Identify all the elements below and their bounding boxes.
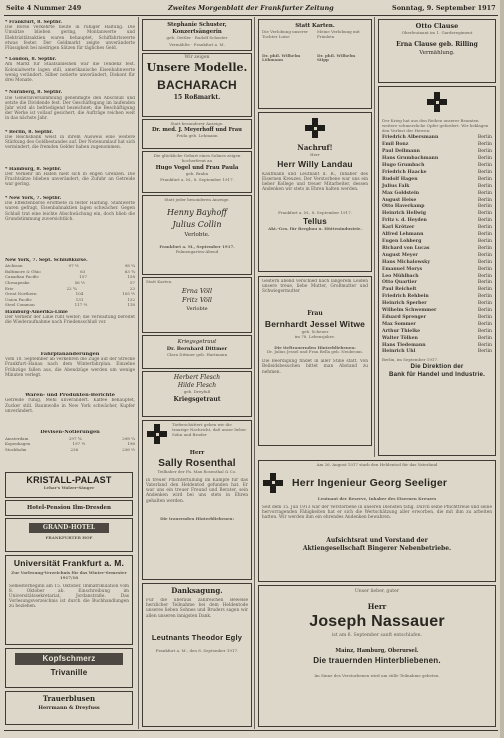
jessel-sub: geb. Scheuer <box>301 329 329 334</box>
news-head: * London, 8. Septbr. <box>5 57 57 63</box>
grand-hotel-subtitle: FRANKFURTER HOF <box>45 535 93 540</box>
honor-list-item <box>382 315 492 322</box>
jessel-mourn: Die tieftrauernden Hinterbliebenen: <box>274 344 356 350</box>
honor-list-item <box>382 253 492 260</box>
honor-list-item <box>382 246 492 253</box>
rosenthal-intro: Tieferschüttert geben wir die traurige Nachricht, daß unser lieber Sohn und Bruder <box>172 422 247 437</box>
kristall-palast-ad <box>5 472 133 498</box>
birth-announcement <box>142 151 252 193</box>
honor-name: Hans Grumbachmann <box>382 156 439 162</box>
jessel-names: Dr. Julius Jessel und Frau Bella geb. Neubronn. <box>266 349 364 355</box>
trauerblusen-title: Trauerblusen <box>42 694 96 703</box>
engagement-announcement <box>142 195 252 275</box>
honor-city: Berlin <box>477 176 492 182</box>
nassauer-place: Mainz, Hamburg, Oberursel. <box>335 647 419 654</box>
header-rule <box>4 15 498 16</box>
honor-list-item <box>382 329 492 336</box>
nachruf-title: Nachruf! <box>297 143 333 152</box>
meyerhoff-name: Dr. med. J. Meyerhoff und Frau <box>152 126 242 133</box>
rosenthal-sub: Teilhaber der Fa. Max Rosenthal & Co. <box>157 469 237 474</box>
rosenthal-body: in treuer Pflichterfüllung im Kampfe für das Vaterland den Heldentod gefunden hat. Er war uns ein treuer Freund und Berater, sein Andenken wird bei uns stets in Ehren gehalten werden. <box>146 477 248 504</box>
honor-list-item <box>382 349 492 356</box>
dittmer-line-3: Clara Dittmer geb. Hartmann <box>166 352 228 357</box>
honor-city: Berlin <box>477 169 492 175</box>
honor-city: Berlin <box>477 308 492 314</box>
rosenthal-obituary <box>142 420 252 580</box>
honor-name: Arthur Thielke <box>382 328 421 334</box>
honor-list-item <box>382 156 492 163</box>
honor-intro: Der Krieg hat aus den Reihen unserer Beamten weitere schmerzliche Opfer gefordert. Wir beklagen den Verlust der Herren: <box>382 118 489 133</box>
page-number-label: Seite 4 Nummer 249 <box>6 4 82 12</box>
honor-list-item <box>382 301 492 308</box>
honor-name: Paul Dellmann <box>382 149 420 155</box>
table-heading: Hamburg-Amerika-Linie <box>5 309 68 315</box>
schuster-head: Stephanie Schuster, Konzertsängerin <box>167 22 227 35</box>
seeliger-body: Seit dem 15. Juli 1913 war der Verstorbene in unseren Diensten tätig. Durch seine Pflichttreue und seine hervorragenden Fähigkeiten hat er sich die Wertschätzung aller erworben, die mit ihm zu arbeiten hatten. Wir werden ihm ein ehrendes Andenken bewahren. <box>262 504 492 520</box>
honor-bank: Bank für Handel und Industrie. <box>388 371 486 379</box>
news-head: * New York, 7. Septbr. <box>5 196 62 202</box>
name-left: Dr. phil. Wilhelm Löhmann <box>262 52 301 63</box>
footer-rule <box>4 730 498 731</box>
honor-list-item <box>382 322 492 329</box>
honor-name: Paul Reichelt <box>382 287 417 293</box>
name-right: Dr. phil. Wilhelm Stipp <box>317 52 356 63</box>
jessel-name: Bernhardt Jessel Witwe <box>264 319 366 329</box>
honor-name: Alfred Lehmann <box>382 232 424 238</box>
honor-city: Berlin <box>477 328 492 334</box>
honor-place: Berlin, im September 1917. <box>382 357 439 363</box>
seeliger-firm: Aktiengesellschaft Bingerer Nebenbetriebe. <box>302 544 452 552</box>
flesch-announcement <box>142 371 252 417</box>
jessel-body: Die Beerdigung findet in aller Stille statt. Von Beileidsbesuchen bittet man Abstand zu nehmen. <box>262 359 368 375</box>
modelle-title: Unsere Modelle. <box>146 60 248 74</box>
grand-hotel-title: GRAND-HOTEL <box>29 523 109 533</box>
iron-cross-icon <box>146 423 168 445</box>
loehmann-stipp-announcement <box>258 19 372 109</box>
seeliger-intro: Am 26. August 1917 starb den Heldentod für das Vaterland <box>316 462 438 467</box>
honor-list-item <box>382 177 492 184</box>
thanks-body: Für die überaus zahlreichen Beweise herzlicher Teilnahme bei dem Heldentode unseres lieben Sohnes und Bruders sagen wir allen unseren innigsten Dank. <box>146 598 248 619</box>
bacharach-name: BACHARACH <box>157 77 237 92</box>
news-head: * Frankfurt, 8. Septbr. <box>5 20 62 25</box>
verlobung-left: Die Verlobung unserer Tochter Luise <box>262 29 308 39</box>
thanks-place: Frankfurt a. M., den 8. September 1917. <box>155 648 239 653</box>
voell-name-1: Erna Völl <box>181 286 213 295</box>
meyerhoff-sub: Frida geb. Lehmann <box>176 132 218 138</box>
honor-city: Berlin <box>477 163 492 169</box>
honor-name: Richard von Lucas <box>382 245 430 251</box>
honor-name: Otto Quartier <box>382 280 417 286</box>
engagement-name-1: Henny Bayhoff <box>167 207 227 217</box>
honor-city: Berlin <box>477 321 492 327</box>
news-column <box>5 20 135 256</box>
iron-cross-icon <box>262 472 284 494</box>
engagement-place: Palmengarten-Abend <box>175 248 219 254</box>
nassauer-obituary <box>258 585 496 727</box>
thanks-name: Leutnants Theodor Egly <box>151 633 243 642</box>
honor-name: Wilhelm Schwemmer <box>382 308 437 314</box>
university-text: Zur Vorlesung-Verzeichnis für das Winter-Semester 1917/18 <box>11 570 127 580</box>
honor-list-item <box>382 336 492 343</box>
birth-text: Die glückliche Geburt eines Sohnes zeigen hocherfreut an <box>153 153 241 163</box>
landau-body: Kaufmann und Leutnant d. R., Inhaber des Eisernen Kreuzes. Der Verstorbene war uns ein lieber Kollege und treuer Mitarbeiter, dessen Andenken wir stets in Ehren halten werden. <box>262 171 368 193</box>
honor-city: Berlin <box>477 238 492 244</box>
nassauer-mourn: Die trauernden Hinterbliebenen. <box>313 655 441 665</box>
table-heading: New York, 7. Sept. Schlußkurse. <box>5 258 88 263</box>
honor-city: Berlin <box>477 197 492 203</box>
birth-sub: geb. Brahn <box>185 170 209 176</box>
news-body: Am Markt für Staatsanleihen war die Tendenz fest. Kolonialwerte lagen still, amerikanische Eisenbahnwerte wenig verändert. Silber notierte unverändert, Diskont für drei Monate. <box>5 62 135 84</box>
voell-head: Statt Karten. <box>146 279 173 284</box>
honor-city: Berlin <box>477 273 492 279</box>
nassauer-date: ist am 6. September sanft entschlafen. <box>331 632 423 638</box>
news-head: * Berlin, 8. Septbr. <box>5 129 54 135</box>
honor-list <box>382 135 492 356</box>
news-body: Die Reichsbank weist in ihrem Ausweis eine weitere Stärkung des Goldbestandes auf. Der Notenumlauf hat sich vermindert, die fremden Gelder haben zugenommen. <box>5 134 135 151</box>
engagement-date: Frankfurt a. M., September 1917. <box>159 243 235 249</box>
stock-table: New York, 7. Sept. Schlußkurse. Atchison 97 ½ 98 ¼ Baltimore & Ohio 63 63 ¾ Canadian Pacific 157 158 Chesapeake 56 ½ 57 Erie 22 ¾ 23 Great Northern 104 105 ½ Union Pacific 131 132 Steel Common 117 ½ 118 Hamburg-Amerika-Linie Der Verkehr der Linie ruht weiter; die Verwaltung bereitet die Wiederaufnahme nach Friedensschluß vor. <box>5 258 135 350</box>
honor-city: Berlin <box>477 252 492 258</box>
honor-city: Berlin <box>477 287 492 293</box>
landau-firm: Tellus <box>303 216 327 226</box>
honor-name: August Meyer <box>382 252 418 258</box>
flesch-line-4: Kriegsgetraut <box>173 395 221 403</box>
landau-firm-sub: Akt.-Ges. für Bergbau u. Hüttenindustrie. <box>268 225 362 231</box>
landau-name: Herr Willy Landau <box>277 158 353 169</box>
seeliger-obituary <box>258 460 496 582</box>
honor-list-item <box>382 163 492 170</box>
clause-groom-sub: Oberleutnant im 1. Garderegiment <box>401 30 473 35</box>
news-body: Vom 10. September ab verkehren die Züge auf der Strecke Frankfurt–Hanau nach dem Winterfahrplan. Einzelne Frühzüge fallen aus, die Abendzüge werden um wenige Minuten verlegt. <box>5 357 135 378</box>
flesch-line-3: geb. Dreyfuß <box>183 389 211 394</box>
honor-name: Heinrich Sperber <box>382 301 427 307</box>
schuster-announcement <box>142 19 252 51</box>
honor-name: Hugo Grumbach <box>382 163 425 169</box>
clause-bride: Erna Clause geb. Rilling <box>396 40 478 48</box>
nassauer-name: Joseph Nassauer <box>309 612 445 630</box>
jessel-frau: Frau <box>307 310 323 317</box>
honor-name: Eugen Lohberg <box>382 238 422 244</box>
nassauer-footer: Im Sinne des Verstorbenen wird um stille Teilnahme gebeten. <box>314 672 440 678</box>
section-heading: Fahrplanänderungen <box>40 352 100 357</box>
bacharach-address: 15 Roßmarkt. <box>173 93 221 101</box>
honor-city: Berlin <box>477 335 492 341</box>
schuster-sub: geb. Oettler · Rudolf Schuster <box>166 35 228 40</box>
meyerhoff-head: Statt besonderer Anzeige. <box>170 121 224 126</box>
section-heading: Devisen-Notierungen <box>40 430 100 436</box>
grand-hotel-ad <box>5 518 133 552</box>
honor-name: Eduard Sprenger <box>382 314 427 320</box>
trauerblusen-firm: Herrmann & Dreyfuss <box>38 705 100 711</box>
honor-list-item <box>382 191 492 198</box>
news-body: Der Verkehr der Linie ruht weiter; die Verwaltung bereitet die Wiederaufnahme nach Friedensschluß vor. <box>5 315 135 326</box>
jessel-intro: Gestern abend verschied nach längerem Leiden unsere treue, liebe Mutter, Großmutter und Schwiegermutter <box>262 279 368 295</box>
flesch-line-1: Herbert Flesch <box>173 374 221 381</box>
honor-list-item <box>382 239 492 246</box>
honor-city: Berlin <box>477 149 492 155</box>
honor-name: Friedrich Albersmann <box>382 135 439 141</box>
bank-honor-roll <box>378 86 496 456</box>
honor-city: Berlin <box>477 245 492 251</box>
seeliger-board: Aufsichtsrat und Vorstand der <box>326 536 428 544</box>
rosenthal-name: Sally Rosenthal <box>158 458 236 469</box>
thanks-head: Danksagung. <box>171 586 223 595</box>
honor-city: Berlin <box>477 294 492 300</box>
seeliger-name: Herr Ingenieur Georg Seeliger <box>292 476 448 489</box>
news-head: * Hamburg, 8. Septbr. <box>5 166 62 172</box>
honor-city: Berlin <box>477 232 492 238</box>
kopfschmerz-title: Kopfschmerz <box>15 653 123 665</box>
honor-city: Berlin <box>477 342 492 348</box>
honor-city: Berlin <box>477 301 492 307</box>
honor-city: Berlin <box>477 266 492 272</box>
honor-name: Fritz v. d. Heyden <box>382 218 427 224</box>
honor-city: Berlin <box>477 142 492 148</box>
university-body: Semesterbeginn am 15. Oktober. Immatrikulation vom 8. Oktober ab. Einschreibung im Universitätssekretariat, Jordanstraße. Das Vorlesungsverzeichnis ist durch die Buchhandlungen zu beziehen. <box>9 583 129 610</box>
clause-word: Vermählung. <box>419 49 455 56</box>
kristall-subtitle: Lehar's Walzer-Sänger <box>43 485 95 490</box>
jessel-age: im 78. Lebensjahre. <box>294 333 336 339</box>
honor-city: Berlin <box>477 190 492 196</box>
honor-name: Julius Falk <box>382 183 410 189</box>
honor-name: Max Goldstein <box>382 190 420 196</box>
birth-names: Hugo Vogel und Frau Paula <box>155 164 239 171</box>
dittmer-line-2: Dr. Bernhard Dittmer <box>166 346 228 352</box>
modelle-intro: Wir zeigen <box>184 55 210 60</box>
egly-thanks <box>142 583 252 727</box>
kristall-title: KRISTALL-PALAST <box>26 475 112 485</box>
honor-city: Berlin <box>477 280 492 286</box>
meyerhoff-announcement <box>142 119 252 149</box>
section-heading: Waren- und Produkten-Berichte <box>25 393 115 399</box>
bacharach-ad <box>142 53 252 117</box>
engagement-name-2: Julius Collin <box>172 219 222 229</box>
honor-city: Berlin <box>477 259 492 265</box>
news-body: Die Generalversammlung genehmigte den Abschluß und setzte die Dividende fest. Der Geschäftsgang im laufenden Jahr wird als befriedigend bezeichnet; die Beschäftigung der Werke ist vollauf gesichert, die Aufträge reichen weit in das nächste Jahr. <box>5 95 135 122</box>
honor-city: Berlin <box>477 225 492 231</box>
honor-name: Hans Tiedemann <box>382 342 426 348</box>
honor-list-item <box>382 260 492 267</box>
engagement-head: Statt jeder besonderen Anzeige. <box>164 197 230 202</box>
issue-date: Sonntag, 9. September 1917 <box>392 4 496 12</box>
honor-name: Heinrich Hellwig <box>382 211 426 217</box>
trauerblusen-ad <box>5 691 133 725</box>
nassauer-intro: Unser lieber, guter <box>354 589 400 594</box>
iron-cross-icon <box>304 117 326 139</box>
column-divider-1 <box>138 17 139 729</box>
honor-name: Walter Tölken <box>382 335 418 341</box>
clause-announcement <box>378 19 496 83</box>
honor-city: Berlin <box>477 349 492 355</box>
hotel-ad <box>5 500 133 516</box>
clause-groom: Otto Clause <box>415 22 459 30</box>
scan-edge <box>500 0 504 738</box>
landau-obituary <box>258 112 372 272</box>
honor-list-item <box>382 184 492 191</box>
news-body: Der Verkehr im Hafen hielt sich in engen Grenzen. Die Frachtsätze blieben unverändert, die Zufuhr an Getreide war gering. <box>5 172 135 188</box>
honor-city: Berlin <box>477 135 492 141</box>
honor-city: Berlin <box>477 183 492 189</box>
news-body: Die Effektenbörse eröffnete in fester Haltung. Stahlwerte waren gefragt, Eisenbahnaktien lagen schwächer. Gegen Schluß trat eine leichte Abschwächung ein, doch blieb die Grundstimmung zuversichtlich. <box>5 201 135 222</box>
news-body: Getreide ruhig, Mehl unverändert. Kaffee behauptet, Zucker still. Baumwolle in New York schwächer, Kupfer unverändert. <box>5 398 135 414</box>
university-title: Universität Frankfurt a. M. <box>13 558 125 568</box>
honor-city: Berlin <box>477 218 492 224</box>
honor-name: Otto Haverkamp <box>382 204 425 210</box>
honor-list-item <box>382 308 492 315</box>
voell-name-2: Fritz Völl <box>182 295 212 304</box>
nassauer-herr: Herr <box>367 601 387 611</box>
hotel-title: Hotel-Pension Ilm-Dresden <box>27 505 111 511</box>
column-divider-3 <box>374 17 375 457</box>
honor-list-item <box>382 232 492 239</box>
flesch-line-2: Hilde Flesch <box>177 382 217 389</box>
honor-city: Berlin <box>477 204 492 210</box>
honor-name: Hans Michalowsky <box>382 259 430 265</box>
schuster-body: Vermählte · Frankfurt a. M. <box>169 41 225 47</box>
market-reports: Fahrplanänderungen Vom 10. September ab verkehren die Züge auf der Strecke Frankfurt–Hanau nach dem Winterfahrplan. Einzelne Frühzüge fallen aus, die Abendzüge werden um wenige Minuten verlegt. Waren- und Produkten-Berichte Getreide ruhig, Mehl unverändert. Kaffee behauptet, Zucker still. Baumwolle in New York schwächer, Kupfer unverändert. Devisen-Notierungen Amsterdam 297 ¾ 298 ¼ Kopenhagen 197 ½ 198 Stockholm 236 236 ½ <box>5 352 135 452</box>
dittmer-announcement <box>142 335 252 369</box>
jessel-obituary <box>258 276 372 446</box>
honor-board: Die Direktion der <box>410 363 464 371</box>
honor-name: Karl Krötzer <box>382 225 415 231</box>
honor-list-item <box>382 267 492 274</box>
university-ad <box>5 555 133 645</box>
rosenthal-herr: Herr <box>189 450 205 456</box>
honor-name: Rudolf Hagen <box>382 176 418 182</box>
honor-name: Heinrich Uhl <box>382 349 416 355</box>
kopfschmerz-ad <box>5 648 133 688</box>
landau-herr: Herr <box>310 152 320 157</box>
iron-cross-icon <box>426 91 448 113</box>
honor-name: Friedrich Rehbein <box>382 294 429 300</box>
honor-name: Emanuel Morys <box>382 266 423 272</box>
dittmer-line-1: Kriegsgetraut <box>177 339 217 345</box>
rosenthal-mourn: Die trauernden Hinterbliebenen: <box>160 515 234 521</box>
seeliger-text: Leutnant der Reserve, Inhaber des Eisernen Kreuzes <box>317 495 437 501</box>
kopfschmerz-product: Trivanille <box>50 668 88 677</box>
honor-name: Friedrich Haacke <box>382 169 427 175</box>
verlobung-right: Meine Verlobung mit Fräulein <box>317 29 360 39</box>
voell-announcement <box>142 277 252 333</box>
engagement-word: Verlobte. <box>184 231 210 238</box>
column-divider-2 <box>254 17 255 729</box>
honor-list-item <box>382 170 492 177</box>
karten-head: Statt Karten. <box>295 23 335 29</box>
honor-city: Berlin <box>477 156 492 162</box>
landau-date: Frankfurt a. M., 8. September 1917. <box>278 209 352 215</box>
honor-name: Max Sommer <box>382 321 416 327</box>
news-head: * Nürnberg, 8. Septbr. <box>5 90 63 96</box>
honor-name: Leo Mühlbach <box>382 273 419 279</box>
voell-word: Verlobte <box>186 305 208 312</box>
honor-name: August Heise <box>382 197 417 203</box>
honor-name: Emil Bonz <box>382 142 409 148</box>
news-body: Die Börse verkehrte heute in ruhiger Haltung. Die Umsätze blieben gering, Montanwerte und Elektrizitätsaktien waren behauptet, Schiffahrtswerte etwas fester. Der Geldmarkt zeigte unveränderte Flüssigkeit bei niedrigen Sätzen für tägliches Geld. <box>5 25 135 52</box>
honor-city: Berlin <box>477 314 492 320</box>
paper-title: Zweites Morgenblatt der Frankfurter Zeitung <box>168 4 334 12</box>
birth-place: Frankfurt a. M., 8. September 1917. <box>160 177 234 183</box>
honor-city: Berlin <box>477 211 492 217</box>
